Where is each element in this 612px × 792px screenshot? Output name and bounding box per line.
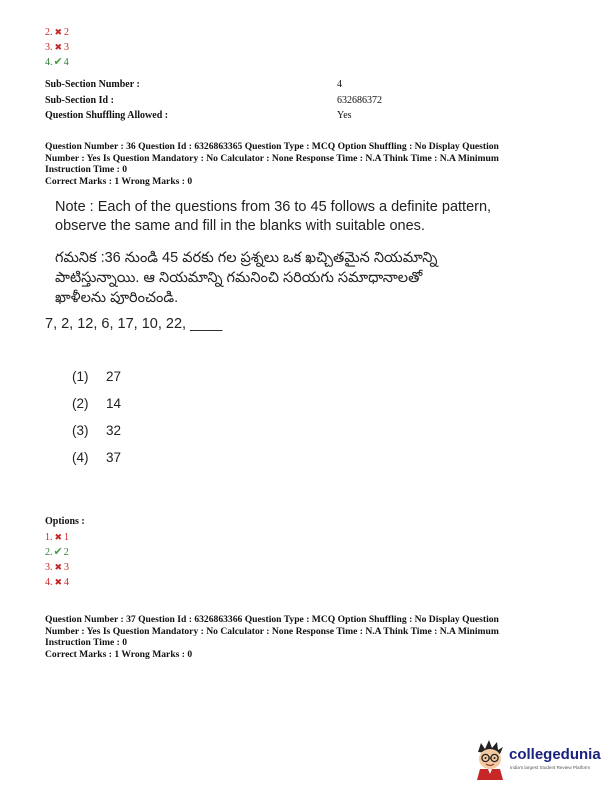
question-shuffling-label: Question Shuffling Allowed : xyxy=(45,110,169,121)
question-37-meta: Question Number : 37 Question Id : 6326863366 Question Type : MCQ Option Shuffling : No Display Question Number : Yes Is Question Mandatory : No Calculator : None Response Time : N.A Think Time : N.A Minimum Instruction Time : 0 Correct Marks : 1 Wrong Marks : 0 xyxy=(45,614,565,660)
choice-1: (1) 27 xyxy=(72,369,122,384)
mascot-icon xyxy=(472,738,508,780)
question-note-telugu: గమనిక :36 నుండి 45 వరకు గల ప్రశ్నలు ఒక ఖచ్చితమైన నియమాన్ని పాటిస్తున్నాయి. ఆ నియమాన్ని గమనించి సరియగు సమాధానాలతో ఖాళీలను పూరించండి. xyxy=(55,250,438,306)
subsection-id-value: 632686372 xyxy=(337,95,382,106)
options-list xyxy=(45,530,69,590)
choice-4: (4) 37 xyxy=(72,450,122,465)
choice-3: (3) 32 xyxy=(72,423,122,438)
question-37-marks: Correct Marks : 1 Wrong Marks : 0 xyxy=(45,648,193,660)
option-row: 3. ✖ 3 xyxy=(45,42,70,53)
subsection-number-label: Sub-Section Number : xyxy=(45,79,140,90)
option-row: 2.✔2 xyxy=(45,546,69,558)
option-row: 1. ✖ 1 xyxy=(45,532,70,543)
option-row: 4.✔4 xyxy=(45,56,69,68)
number-sequence: 7, 2, 12, 6, 17, 10, 22, ____ xyxy=(45,316,223,332)
wrong-icon: ✖ xyxy=(54,42,63,52)
option-row: 3. ✖ 3 xyxy=(45,562,70,573)
logo-wordmark: collegedunia xyxy=(509,746,601,763)
wrong-icon: ✖ xyxy=(54,577,63,587)
wrong-icon: ✖ xyxy=(54,27,63,37)
question-shuffling-value: Yes xyxy=(337,110,352,121)
question-note: Note : Each of the questions from 36 to 45 follows a definite pattern, observe the same and fill in the blanks with suitable ones. xyxy=(55,199,492,234)
choice-2: (2) 14 xyxy=(72,396,122,411)
correct-check-icon: ✔ xyxy=(53,546,63,558)
option-row: 2. ✖ 2 xyxy=(45,27,70,38)
prev-options xyxy=(45,25,69,70)
correct-check-icon: ✔ xyxy=(53,56,63,68)
option-row: 4. ✖ 4 xyxy=(45,577,70,588)
wrong-icon: ✖ xyxy=(54,562,63,572)
question-36-meta: Question Number : 36 Question Id : 6326863365 Question Type : MCQ Option Shuffling : No Display Question Number : Yes Is Question Mandatory : No Calculator : None Response Time : N.A Think Time : N.A Minimum Instruction Time : 0 Correct Marks : 1 Wrong Marks : 0 xyxy=(45,141,565,187)
collegedunia-logo xyxy=(472,738,601,780)
question-36-marks: Correct Marks : 1 Wrong Marks : 0 xyxy=(45,175,193,187)
subsection-id-label: Sub-Section Id : xyxy=(45,95,114,106)
options-heading: Options : xyxy=(45,516,85,527)
subsection-number-value: 4 xyxy=(337,79,342,90)
wrong-icon: ✖ xyxy=(54,532,63,542)
logo-tagline: India's largest Student Review Platform xyxy=(510,765,591,770)
